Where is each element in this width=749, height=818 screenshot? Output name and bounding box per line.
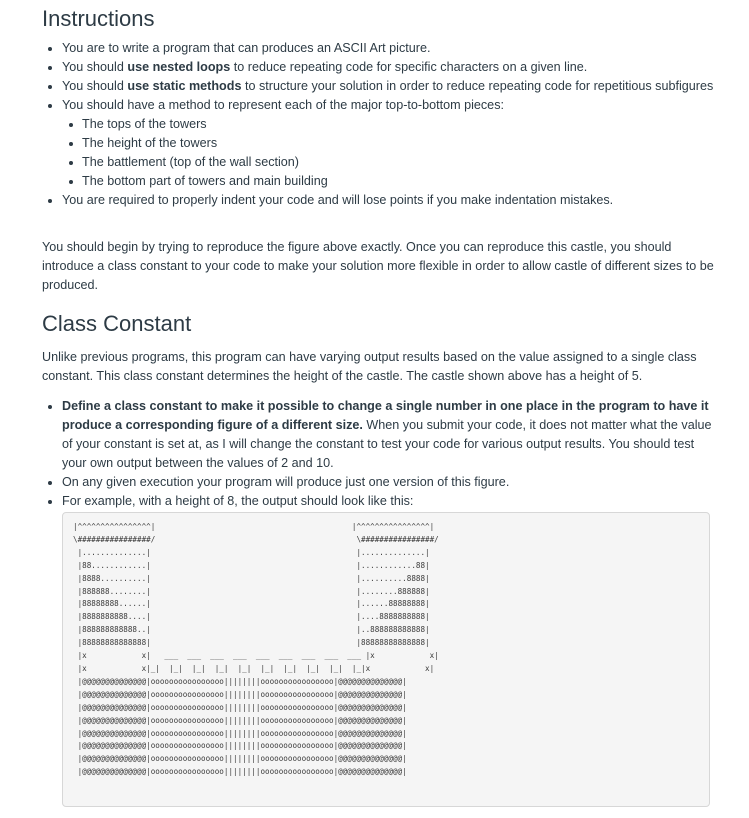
instructions-block [42,39,717,210]
class-constant-paragraph: Unlike previous programs, this program can have varying output results based on the value assigned to a single class constant. This class constant determines the height of the castle. The castle shown above has a height of 5. [42,350,697,383]
list-item: You are to write a program that can produces an ASCII Art picture. [42,39,717,58]
class-constant-list-block [42,397,717,511]
text: You should have a method to represent each of the major top-to-bottom pieces: [62,98,504,112]
instructions-paragraph: You should begin by trying to reproduce the figure above exactly. Once you can reproduce this castle, you should introduce a class constant to your code to make your solution more flexible in order to allow castle of different sizes to be produced. [42,240,714,292]
list-item [42,58,717,77]
bold-text: Define a class constant to make it possible to change a single number in one place in the program to have it produce a corresponding figure of a different size. [62,399,709,432]
bold-text: use static methods [127,79,242,93]
sub-list-item: The tops of the towers [42,115,717,134]
list-item: On any given execution your program will produce just one version of this figure. [42,473,717,492]
class-constant-heading: Class Constant [42,311,192,336]
text: You should [62,79,128,93]
list-item [42,397,717,473]
text: You should [62,60,128,74]
instructions-heading: Instructions [42,6,155,31]
instructions-paragraph-block [42,238,717,295]
list-item: For example, with a height of 8, the output should look like this: [42,492,717,511]
ascii-output: |^^^^^^^^^^^^^^^^| |^^^^^^^^^^^^^^^^| \################/ \################/ |..............| |..............| |88............| |............88| |8888..........| |..........8888| |888888........| |........888888| |88888888......| |......88888888| |8888888888....| |....8888888888| |888888888888..| |..888888888888| |88888888888888| |88888888888888| |x x| ___ ___ ___ ___ ___ ___ ___ ___ ___ |x x| |x x|_| |_| |_| |_| |_| |_| |_| |_| |_| |_|x x| |@@@@@@@@@@@@@@|oooooooooooooooo||||||||oooooooooooooooo|@@@@@@@@@@@@@@| |@@@@@@@@@@@@@@|oooooooooooooooo||||||||oooooooooooooooo|@@@@@@@@@@@@@@| |@@@@@@@@@@@@@@|oooooooooooooooo||||||||oooooooooooooooo|@@@@@@@@@@@@@@| |@@@@@@@@@@@@@@|oooooooooooooooo||||||||oooooooooooooooo|@@@@@@@@@@@@@@| |@@@@@@@@@@@@@@|oooooooooooooooo||||||||oooooooooooooooo|@@@@@@@@@@@@@@| |@@@@@@@@@@@@@@|oooooooooooooooo||||||||oooooooooooooooo|@@@@@@@@@@@@@@| |@@@@@@@@@@@@@@|oooooooooooooooo||||||||oooooooooooooooo|@@@@@@@@@@@@@@| |@@@@@@@@@@@@@@|oooooooooooooooo||||||||oooooooooooooooo|@@@@@@@@@@@@@@| [73,522,439,777]
text: When you submit your code, it does not matter what the value of your constant is set at, as I will change the constant to test your code for various output results. You should test your own output between the values of 2 and 10. [62,418,712,470]
bold-text: use nested loops [127,60,231,74]
list-item [42,77,717,96]
sub-list-item: The height of the towers [42,134,717,153]
text: to reduce repeating code for specific characters on a given line. [230,60,588,74]
list-item [42,96,717,191]
text: to structure your solution in order to reduce repeating code for repetitious subfigures [241,79,714,93]
list-item: You are required to properly indent your code and will lose points if you make indentation mistakes. [42,191,717,210]
class-constant-paragraph-block [42,348,717,386]
sub-list-item: The battlement (top of the wall section) [42,153,717,172]
sub-list [42,115,717,191]
class-constant-list [42,397,717,511]
instructions-list [42,39,717,210]
ascii-output-block [62,512,710,807]
sub-list-item: The bottom part of towers and main building [42,172,717,191]
